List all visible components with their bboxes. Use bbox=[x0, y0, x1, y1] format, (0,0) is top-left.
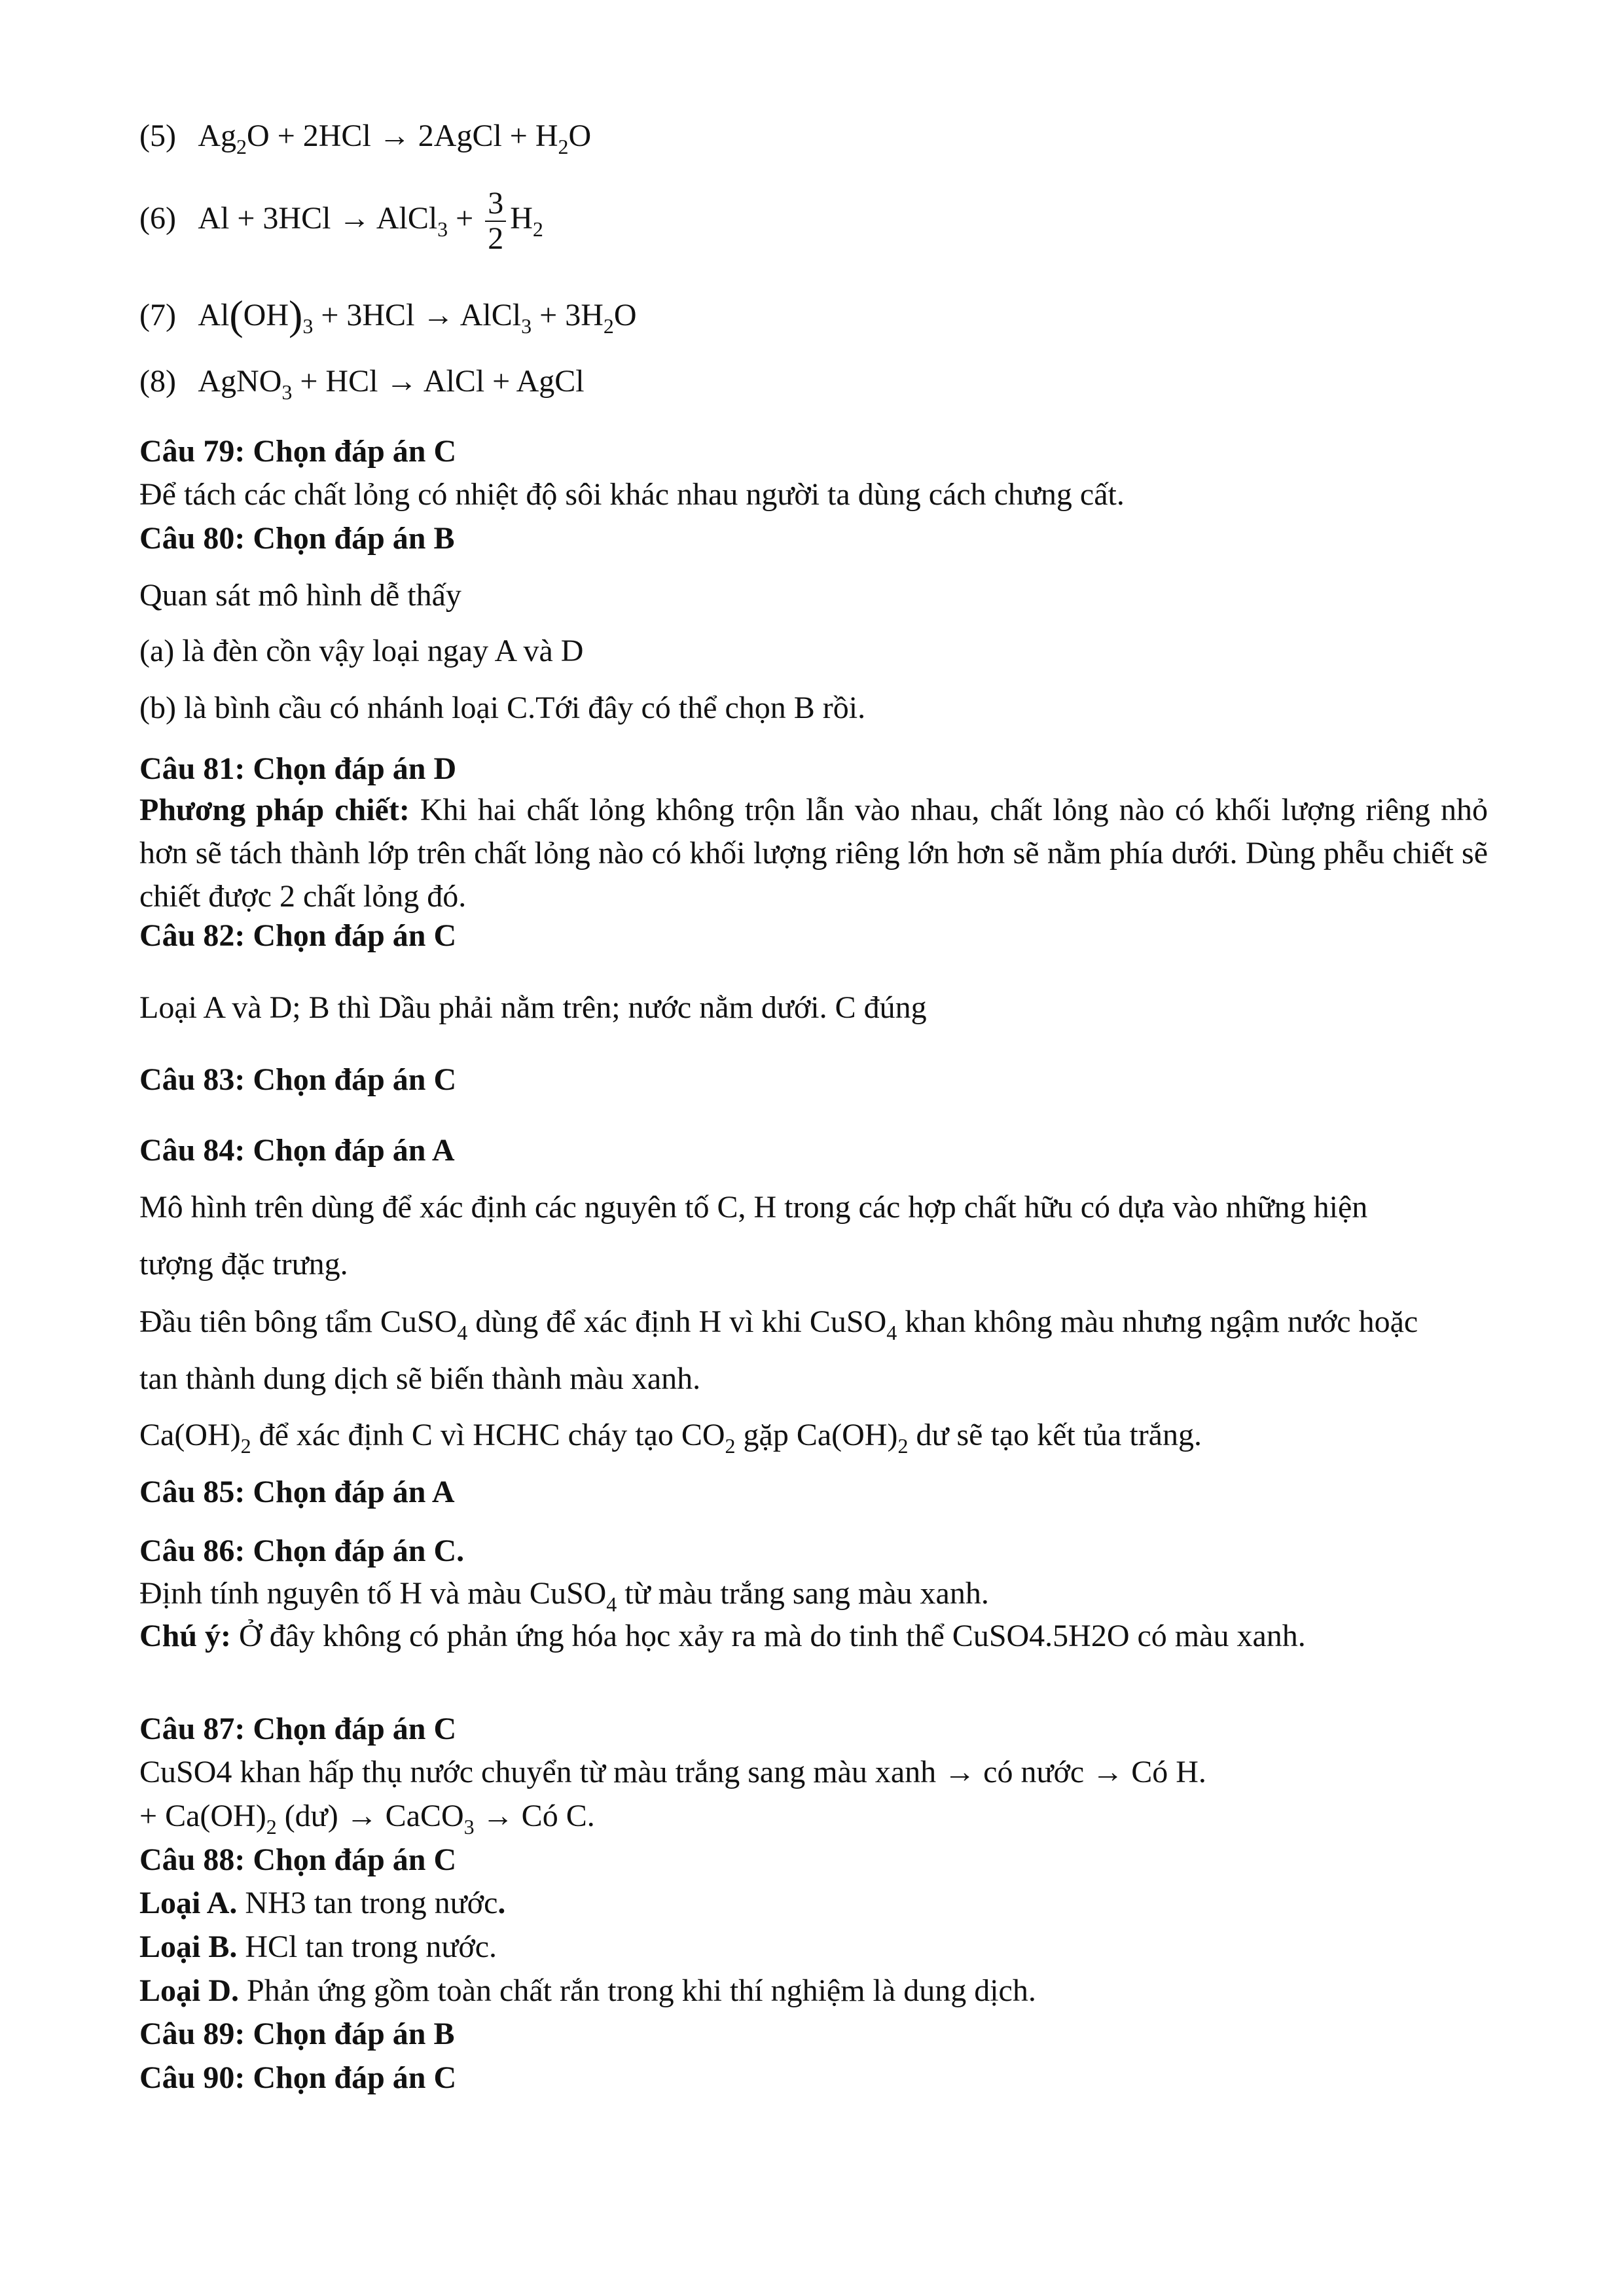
subscript: 4 bbox=[886, 1321, 897, 1344]
eq-term: Al + 3HCl bbox=[198, 201, 331, 236]
eq-term: H bbox=[510, 201, 533, 236]
eq-term: AgNO bbox=[198, 364, 282, 399]
q80-line-1: Quan sát mô hình dễ thấy bbox=[139, 578, 461, 613]
text-run: Đầu tiên bông tẩm CuSO bbox=[139, 1304, 458, 1339]
eq-term: AlCl bbox=[376, 201, 438, 236]
equation-number: (8) bbox=[139, 364, 176, 399]
q87-line-2 bbox=[139, 1797, 595, 1839]
question-number: Câu 79 bbox=[139, 434, 235, 469]
eq-term: AlCl + AgCl bbox=[423, 364, 585, 399]
fraction-denominator: 2 bbox=[488, 221, 504, 256]
fraction-numerator: 3 bbox=[485, 187, 506, 222]
q86-note bbox=[139, 1617, 1306, 1656]
subscript: 3 bbox=[463, 1815, 475, 1839]
question-title: Câu 85: Chọn đáp án A bbox=[139, 1475, 455, 1509]
eq-term: O bbox=[613, 298, 637, 332]
q86-line-1 bbox=[139, 1574, 989, 1616]
q81-text: Khi hai chất lỏng không trộn lẫn vào nhau, chất lỏng nào có khối lượng riêng nhỏ hơn sẽ tách thành lớp trên chất lỏng nào có khối lượng riêng lớn hơn sẽ nằm phía dưới. Dùng phễu chiết sẽ chiết được 2 chất lỏng đó. bbox=[139, 793, 1489, 914]
q88-option-b bbox=[139, 1928, 497, 1967]
subscript: 3 bbox=[302, 314, 314, 338]
q89-heading bbox=[139, 2015, 455, 2054]
q79-heading bbox=[139, 432, 456, 471]
text-run: Ở đây không có phản ứng hóa học xảy ra mà do tinh thể CuSO4.5H2O có màu xanh. bbox=[231, 1619, 1306, 1653]
q84-line-1: Mô hình trên dùng để xác định các nguyên tố C, H trong các hợp chất hữu có dựa vào những hiện bbox=[139, 1190, 1368, 1225]
q84-line-5 bbox=[139, 1416, 1202, 1458]
eq-term: Al bbox=[198, 298, 230, 332]
eq-term: + bbox=[456, 201, 474, 236]
subscript: 2 bbox=[532, 217, 543, 242]
note-label: Chú ý: bbox=[139, 1619, 232, 1653]
q84-line-2: tượng đặc trưng. bbox=[139, 1247, 348, 1282]
subscript: 2 bbox=[240, 1434, 251, 1458]
paren: ( bbox=[229, 292, 244, 338]
question-title: Câu 88: Chọn đáp án C bbox=[139, 1842, 457, 1877]
equation-number: (7) bbox=[139, 298, 176, 332]
question-title: Câu 82: Chọn đáp án C bbox=[139, 918, 457, 953]
q82-text: Loại A và D; B thì Dầu phải nằm trên; nước nằm dưới. C đúng bbox=[139, 990, 927, 1025]
eq-term: 2AgCl + H bbox=[418, 118, 558, 153]
equation-5 bbox=[139, 118, 592, 158]
equation-6 bbox=[139, 187, 543, 256]
q85-heading bbox=[139, 1473, 455, 1512]
question-title: Câu 89: Chọn đáp án B bbox=[139, 2017, 455, 2051]
question-title: Câu 86: Chọn đáp án C. bbox=[139, 1534, 465, 1568]
text-run: → Có C. bbox=[474, 1799, 595, 1833]
q83-heading bbox=[139, 1060, 456, 1100]
subscript: 2 bbox=[266, 1815, 277, 1839]
option-label: Loại A. bbox=[139, 1886, 238, 1920]
equation-7 bbox=[139, 291, 637, 340]
subscript: 3 bbox=[281, 380, 293, 404]
q84-heading bbox=[139, 1131, 455, 1170]
question-title: Câu 80: Chọn đáp án B bbox=[139, 521, 455, 556]
question-title: Câu 84: Chọn đáp án A bbox=[139, 1133, 455, 1168]
text-run: HCl tan trong nước. bbox=[237, 1929, 497, 1964]
q86-heading bbox=[139, 1532, 464, 1571]
q88-heading bbox=[139, 1840, 456, 1880]
text-run: . bbox=[497, 1886, 506, 1920]
option-label: Loại B. bbox=[139, 1929, 238, 1964]
text-run: gặp Ca(OH) bbox=[735, 1418, 898, 1452]
equation-number: (6) bbox=[139, 201, 176, 236]
q81-heading bbox=[139, 749, 456, 789]
text-run: từ màu trắng sang màu xanh. bbox=[617, 1576, 989, 1611]
arrow-icon: → bbox=[378, 118, 410, 153]
q80-heading bbox=[139, 519, 455, 558]
subscript: 2 bbox=[725, 1434, 736, 1458]
paren: ) bbox=[289, 292, 303, 338]
eq-term: + HCl bbox=[300, 364, 378, 399]
subscript: 3 bbox=[437, 217, 448, 242]
option-label: Loại D. bbox=[139, 1973, 240, 2008]
eq-term: Ag bbox=[198, 118, 237, 153]
q82-heading bbox=[139, 916, 456, 956]
subscript: 2 bbox=[603, 314, 614, 338]
subscript: 4 bbox=[457, 1321, 468, 1344]
answer-label: : Chọn đáp án C bbox=[234, 434, 457, 469]
text-run: NH3 tan trong nước bbox=[237, 1886, 498, 1920]
arrow-icon: → bbox=[386, 364, 418, 399]
q84-line-3 bbox=[139, 1302, 1418, 1342]
subscript: 4 bbox=[606, 1592, 617, 1616]
text-run: dư sẽ tạo kết tủa trắng. bbox=[908, 1418, 1202, 1452]
subscript: 2 bbox=[558, 135, 569, 158]
q88-option-a bbox=[139, 1884, 505, 1923]
q87-line-1: CuSO4 khan hấp thụ nước chuyển từ màu trắng sang màu xanh → có nước → Có H. bbox=[139, 1755, 1206, 1789]
text-run: Ca(OH) bbox=[139, 1418, 241, 1452]
q80-line-2: (a) là đèn cồn vậy loại ngay A và D bbox=[139, 634, 584, 668]
arrow-icon: → bbox=[422, 298, 454, 332]
equation-8 bbox=[139, 363, 585, 404]
eq-term: + 3HCl bbox=[321, 298, 415, 332]
equation-number: (5) bbox=[139, 118, 176, 153]
q90-heading bbox=[139, 2058, 456, 2098]
method-label: Phương pháp chiết: bbox=[139, 793, 410, 827]
eq-term: O + 2HCl bbox=[247, 118, 371, 153]
eq-term: OH bbox=[243, 298, 289, 332]
text-run: (dư) → CaCO bbox=[276, 1799, 464, 1833]
fraction bbox=[485, 187, 506, 256]
text-run: dùng để xác định H vì khi CuSO bbox=[467, 1304, 887, 1339]
q88-option-d bbox=[139, 1971, 1036, 2011]
q79-text: Để tách các chất lỏng có nhiệt độ sôi khác nhau người ta dùng cách chưng cất. bbox=[139, 477, 1125, 512]
q81-paragraph bbox=[139, 789, 1488, 918]
eq-term: + 3H bbox=[539, 298, 604, 332]
question-title: Câu 81: Chọn đáp án D bbox=[139, 751, 457, 786]
arrow-icon: → bbox=[338, 201, 370, 236]
subscript: 2 bbox=[897, 1434, 909, 1458]
eq-term: O bbox=[568, 118, 592, 153]
text-run: khan không màu nhưng ngậm nước hoặc bbox=[897, 1304, 1418, 1339]
q87-heading bbox=[139, 1710, 456, 1749]
question-title: Câu 87: Chọn đáp án C bbox=[139, 1712, 457, 1746]
q80-line-3: (b) là bình cầu có nhánh loại C.Tới đây có thể chọn B rồi. bbox=[139, 691, 866, 725]
text-run: Phản ứng gồm toàn chất rắn trong khi thí nghiệm là dung dịch. bbox=[239, 1973, 1036, 2008]
text-run: + Ca(OH) bbox=[139, 1799, 266, 1833]
subscript: 2 bbox=[236, 135, 247, 158]
question-title: Câu 83: Chọn đáp án C bbox=[139, 1062, 457, 1097]
question-title: Câu 90: Chọn đáp án C bbox=[139, 2060, 457, 2095]
text-run: để xác định C vì HCHC cháy tạo CO bbox=[251, 1418, 725, 1452]
subscript: 3 bbox=[521, 314, 532, 338]
text-run: Định tính nguyên tố H và màu CuSO bbox=[139, 1576, 607, 1611]
q84-line-4: tan thành dung dịch sẽ biến thành màu xanh. bbox=[139, 1361, 701, 1396]
eq-term: AlCl bbox=[460, 298, 522, 332]
